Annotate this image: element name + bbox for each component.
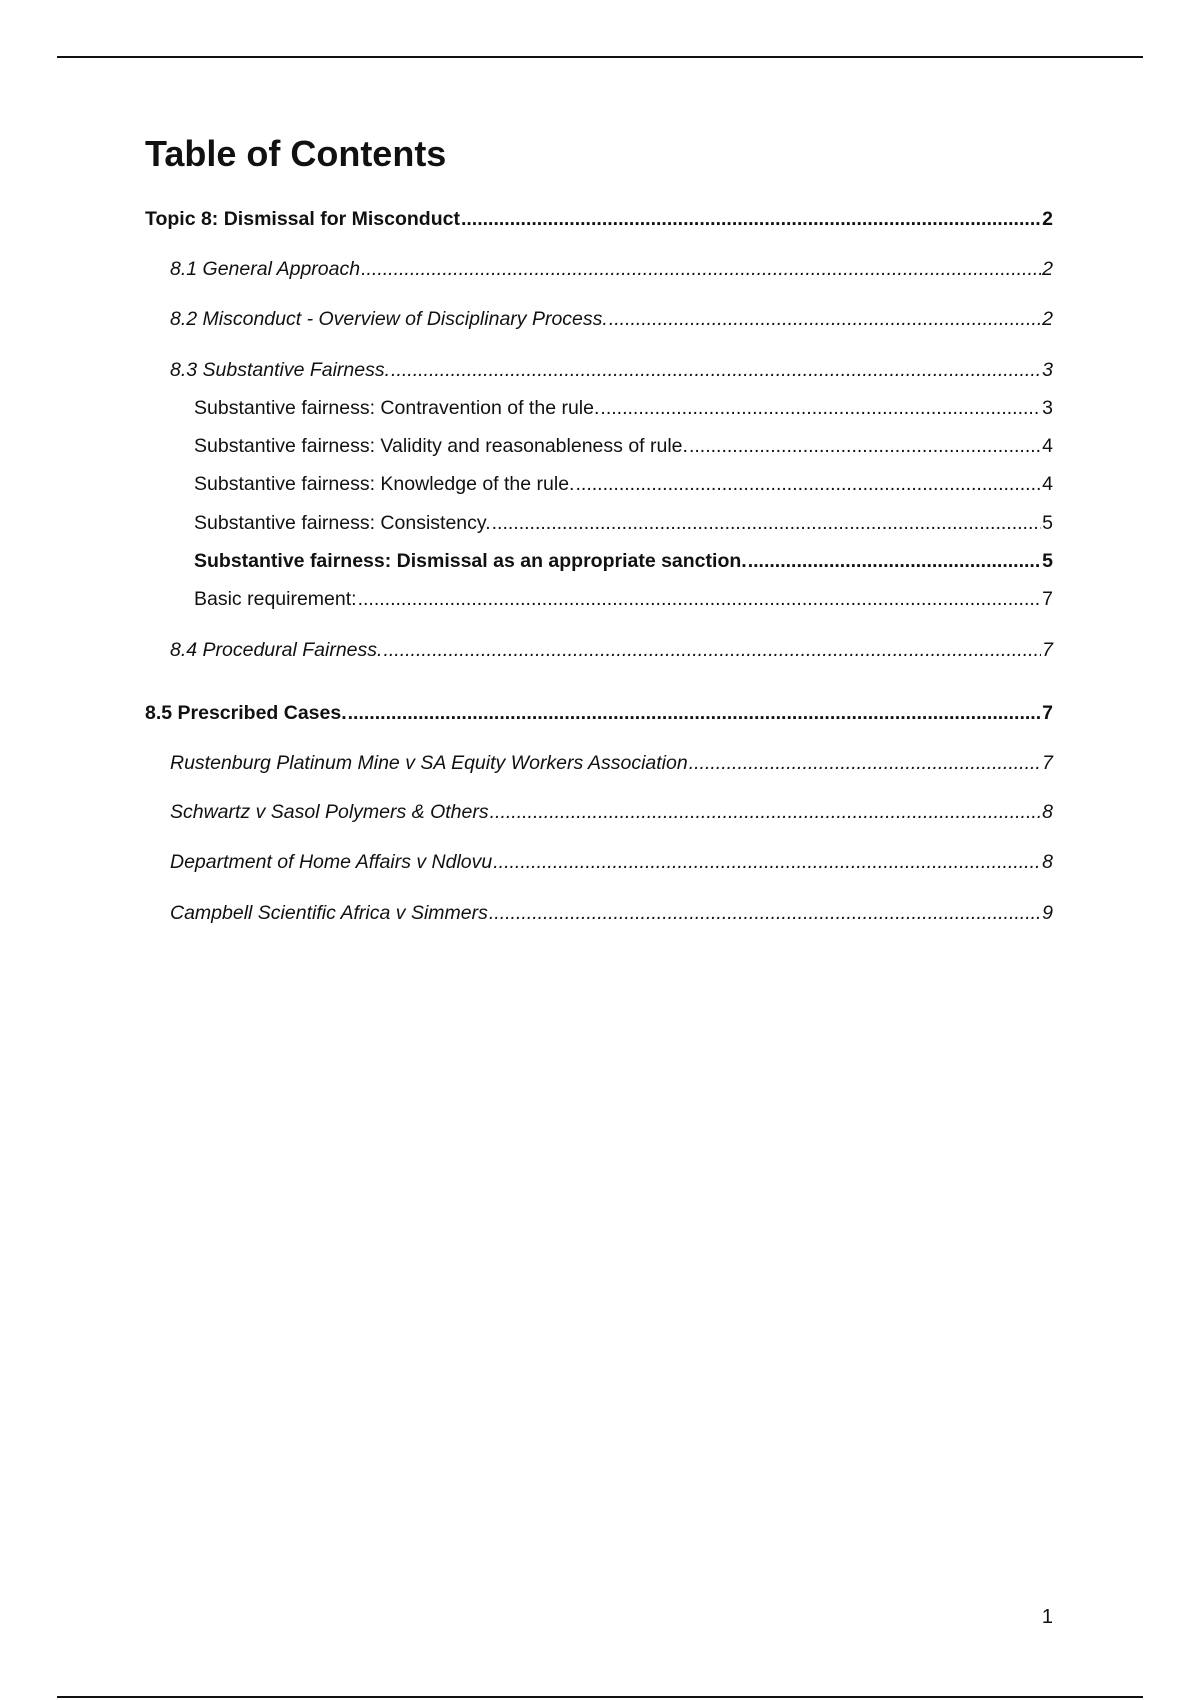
page-number: 1 [1041,1606,1053,1628]
dot-leader [361,256,1041,282]
toc-entry-8-3[interactable] [170,357,1053,383]
toc-entry-page: 7 [1042,639,1053,661]
toc-entry-page: 3 [1042,397,1053,419]
dot-leader [600,395,1041,421]
toc-entry-consistency[interactable] [194,510,1053,536]
toc-entry-page: 7 [1042,702,1053,724]
toc-entry-8-4[interactable] [170,637,1053,663]
toc-entry-text: Rustenburg Platinum Mine v SA Equity Workers Association [170,752,688,774]
toc-entry-page: 5 [1042,512,1053,534]
toc-entry-text: 8.5 Prescribed Cases. [145,702,347,724]
toc-entry-text: Substantive fairness: Consistency. [194,512,491,534]
toc-heading: Table of Contents [145,133,447,174]
toc-entry-text: Substantive fairness: Dismissal as an appropriate sanction. [194,550,747,572]
toc-entry-text: 8.2 Misconduct - Overview of Disciplinary Process. [170,308,608,330]
toc-entry-page: 8 [1042,851,1053,873]
dot-leader [748,548,1041,574]
toc-entry-topic-8[interactable] [145,206,1053,232]
toc-entry-knowledge[interactable] [194,471,1053,497]
toc-entry-validity[interactable] [194,433,1053,459]
dot-leader [575,471,1041,497]
toc-entry-page: 4 [1042,435,1053,457]
toc-entry-text: Topic 8: Dismissal for Misconduct [145,208,460,230]
dot-leader [609,306,1041,332]
dot-leader [348,700,1042,726]
toc-entry-text: Schwartz v Sasol Polymers & Others [170,801,489,823]
toc-entry-dismissal-sanction[interactable] [194,548,1053,574]
dot-leader [689,750,1041,776]
toc-entry-rustenburg[interactable] [170,750,1053,776]
toc-entry-text: Campbell Scientific Africa v Simmers [170,902,488,924]
toc-entry-page: 4 [1042,473,1053,495]
toc-entry-text: 8.1 General Approach [170,258,361,280]
toc-entry-text: Basic requirement: [194,588,357,610]
dot-leader [689,433,1041,459]
toc-entry-page: 3 [1042,359,1053,381]
dot-leader [489,900,1041,926]
toc-entry-schwartz[interactable] [170,799,1053,825]
toc-entry-home-affairs[interactable] [170,849,1053,875]
toc-entry-text: 8.4 Procedural Fairness. [170,639,383,661]
toc-entry-page: 8 [1042,801,1053,823]
toc-entry-text: Substantive fairness: Validity and reasonableness of rule. [194,435,688,457]
toc-entry-text: 8.3 Substantive Fairness. [170,359,391,381]
dot-leader [358,586,1042,612]
dot-leader [492,510,1042,536]
toc-entry-8-1[interactable] [170,256,1053,282]
toc-entry-contravention[interactable] [194,395,1053,421]
toc-entry-text: Department of Home Affairs v Ndlovu [170,851,493,873]
footer-rule [57,1696,1143,1698]
toc-entry-page: 5 [1042,550,1053,572]
dot-leader [461,206,1041,232]
toc-entry-8-5[interactable] [145,700,1053,726]
toc-entry-page: 7 [1042,752,1053,774]
toc-entry-page: 2 [1042,308,1053,330]
toc-entry-page: 9 [1042,902,1053,924]
toc-entry-page: 2 [1042,258,1053,280]
toc-entry-basic-requirement[interactable] [194,586,1053,612]
toc-entry-text: Substantive fairness: Contravention of the rule. [194,397,600,419]
toc-entry-text: Substantive fairness: Knowledge of the rule. [194,473,575,495]
toc-entry-campbell[interactable] [170,900,1053,926]
dot-leader [383,637,1041,663]
dot-leader [490,799,1042,825]
toc-entry-page: 7 [1042,588,1053,610]
toc-entry-8-2[interactable] [170,306,1053,332]
dot-leader [391,357,1041,383]
dot-leader [493,849,1041,875]
toc-entry-page: 2 [1042,208,1053,230]
